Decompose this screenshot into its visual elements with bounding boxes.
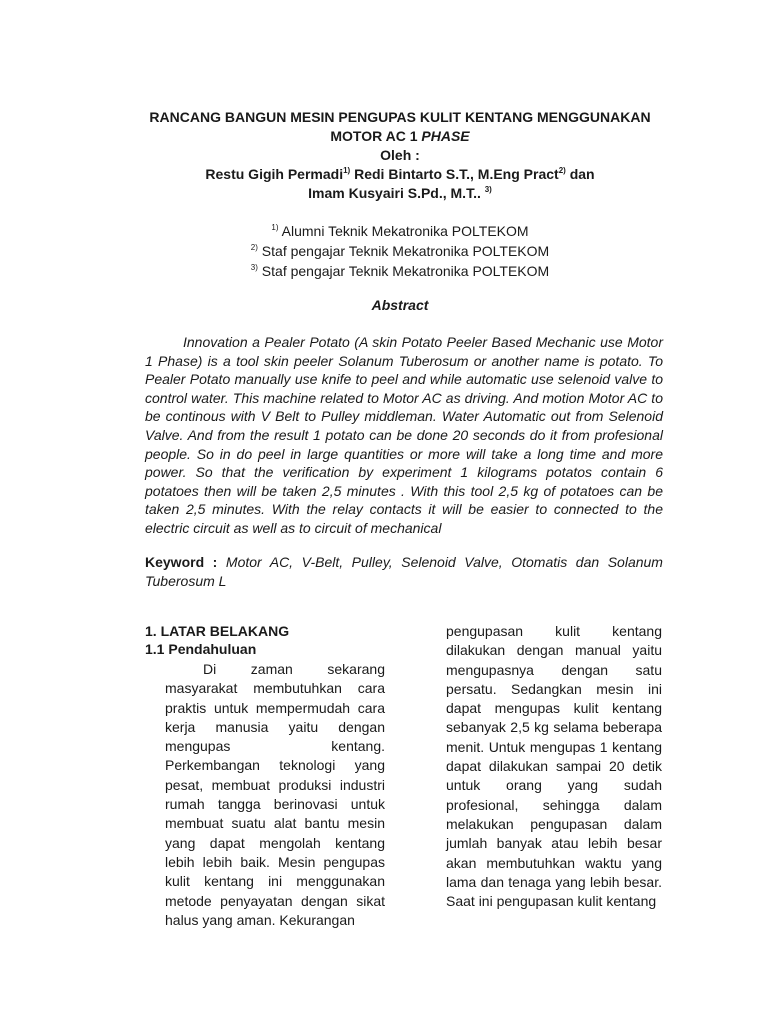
- affiliation-2-text: Staf pengajar Teknik Mekatronika POLTEKOM: [257, 243, 550, 259]
- right-column-text: pengupasan kulit kentang dilakukan dengan manual yaitu mengupasnya dengan satu persatu. Sedangkan mesin ini dapat mengupas kulit kentang sebanyak 2,5 kg selama beberapa menit. Untuk mengupas 1 kentang dapat dilakukan sampai 20 detik untuk orang yang sudah profesional, sehingga dalam melakukan pengupasan dalam jumlah banyak atau lebih besar akan membutuhkan waktu yang lama dan tenaga yang lebih besar. Saat ini pengupasan kulit kentang: [446, 623, 662, 910]
- affiliation-2-sup: 2): [250, 243, 258, 252]
- affiliation-1-sup: 1): [271, 223, 279, 232]
- authors-line1: [100, 165, 700, 184]
- section-title: 1. LATAR BELAKANG: [145, 623, 290, 639]
- keyword-text: Motor AC, V-Belt, Pulley, Selenoid Valve, Otomatis dan Solanum Tuberosum L: [145, 554, 663, 589]
- affiliation-1-text: Alumni Teknik Mekatronika POLTEKOM: [278, 223, 529, 239]
- affiliations: [100, 221, 700, 281]
- affiliation-2: [100, 241, 700, 261]
- abstract-title: Abstract: [371, 297, 429, 313]
- title-prefix: MOTOR AC 1: [330, 128, 422, 144]
- subsection-title: 1.1 Pendahuluan: [145, 641, 257, 657]
- author-2: Redi Bintarto S.T., M.Eng Pract: [350, 166, 559, 182]
- affiliation-3-text: Staf pengajar Teknik Mekatronika POLTEKOM: [257, 263, 550, 279]
- keyword-label: Keyword :: [145, 554, 226, 570]
- by-label: Oleh :: [380, 147, 420, 163]
- author-1: Restu Gigih Permadi: [205, 166, 344, 182]
- keyword-line: [145, 553, 663, 591]
- authors-line2: [100, 184, 700, 203]
- left-column-text: Di zaman sekarang masyarakat membutuhkan cara praktis untuk mempermudah cara kerja manusia yaitu dengan mengupas kentang. Perkembangan teknologi yang pesat, membuat produksi industri rumah tangga berinovasi untuk membuat suatu alat bantu mesin yang dapat mengolah kentang lebih lebih baik. Mesin pengupas kulit kentang ini menggunakan metode penyayatan dengan sikat halus yang aman. Kekurangan: [165, 661, 385, 928]
- paper-header: [100, 108, 700, 203]
- affiliation-3-sup: 3): [250, 263, 258, 272]
- abstract-body: Innovation a Pealer Potato (A skin Potato Peeler Based Mechanic use Motor 1 Phase) is a tool skin peeler Solanum Tuberosum or another name is potato. To Pealer Potato manually use knife to peel and while automatic use selenoid valve to control water. This machine related to Motor AC as driving. And motion Motor AC to be continous with V Belt to Pulley middleman. Water Automatic out from Selenoid Valve. And from the result 1 potato can be done 20 seconds do it from profesional people. So in do peel in large quantities or more will take a long time and more power. So that the verification by experiment 1 kilograms potatos contain 6 potatoes then will be taken 2,5 minutes . With this tool 2,5 kg of potatoes can be taken 2,5 minutes. With the relay contacts it will be easier to connected to the electric circuit as well as to circuit of mechanical: [145, 334, 663, 536]
- paper-title-line2: [100, 127, 700, 146]
- author-2-sup: 2): [558, 166, 566, 175]
- title-italic: PHASE: [421, 128, 470, 144]
- author-1-sup: 1): [343, 166, 351, 175]
- author-3: Imam Kusyairi S.Pd., M.T..: [308, 185, 485, 201]
- affiliation-1: [100, 221, 700, 241]
- and-word: dan: [565, 166, 595, 182]
- affiliation-3: [100, 261, 700, 281]
- paper-title-line1: RANCANG BANGUN MESIN PENGUPAS KULIT KENTANG MENGGUNAKAN: [149, 109, 651, 125]
- author-3-sup: 3): [484, 185, 492, 194]
